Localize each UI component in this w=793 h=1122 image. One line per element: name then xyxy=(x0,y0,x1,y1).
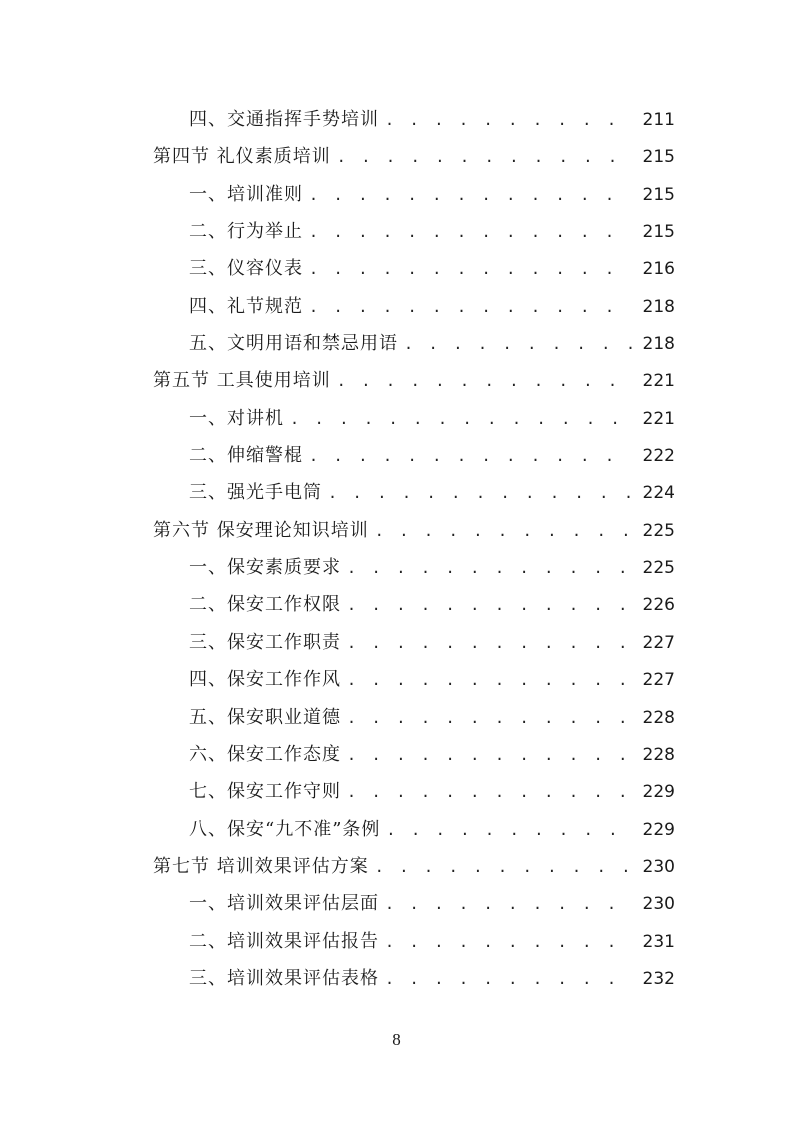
toc-dot-leader xyxy=(347,737,633,774)
toc-entry-page: 224 xyxy=(642,483,675,504)
toc-entry-title: 六、保安工作态度 xyxy=(189,743,341,765)
toc-dot-leader xyxy=(309,289,633,326)
toc-dot-leader xyxy=(309,251,633,288)
toc-subsection-entry xyxy=(153,250,675,287)
toc-subsection-entry xyxy=(153,811,675,848)
toc-entry-page: 228 xyxy=(642,744,675,765)
toc-dot-leader xyxy=(404,326,633,363)
toc-entry-page: 221 xyxy=(642,371,675,392)
toc-dot-leader xyxy=(309,214,633,251)
toc-dot-leader xyxy=(385,924,633,961)
toc-dot-leader xyxy=(386,812,633,849)
toc-entry-title: 三、保安工作职责 xyxy=(189,631,341,653)
toc-entry-page: 229 xyxy=(642,819,675,840)
toc-entry-title: 四、保安工作作风 xyxy=(189,669,341,691)
toc-entry-title: 一、培训准则 xyxy=(189,183,303,205)
toc-dot-leader xyxy=(347,662,633,699)
toc-entry-page: 218 xyxy=(642,296,675,317)
toc-subsection-entry xyxy=(153,213,675,250)
toc-entry-page: 228 xyxy=(642,707,675,728)
toc-entry-page: 230 xyxy=(642,856,675,877)
toc-dot-leader xyxy=(309,438,633,475)
toc-entry-title: 五、保安职业道德 xyxy=(189,706,341,728)
toc-subsection-entry xyxy=(153,325,675,362)
toc-entry-title: 三、仪容仪表 xyxy=(189,258,303,280)
toc-entry-title: 第四节 礼仪素质培训 xyxy=(153,146,331,168)
toc-section-entry xyxy=(153,362,675,399)
page-number: 8 xyxy=(392,1030,401,1049)
toc-entry-page: 232 xyxy=(642,968,675,989)
toc-dot-leader xyxy=(375,513,633,550)
toc-dot-leader xyxy=(290,401,633,438)
toc-entry-page: 222 xyxy=(642,446,675,467)
toc-entry-title: 五、文明用语和禁忌用语 xyxy=(189,333,398,355)
toc-dot-leader xyxy=(347,550,633,587)
toc-entry-page: 226 xyxy=(642,595,675,616)
toc-entry-title: 二、培训效果评估报告 xyxy=(189,930,379,952)
toc-entry-title: 二、保安工作权限 xyxy=(189,594,341,616)
toc-entry-page: 215 xyxy=(642,147,675,168)
toc-entry-page: 218 xyxy=(642,334,675,355)
toc-subsection-entry xyxy=(153,661,675,698)
toc-entry-page: 211 xyxy=(642,110,675,130)
toc-subsection-entry xyxy=(153,586,675,623)
toc-entry-title: 三、培训效果评估表格 xyxy=(189,967,379,989)
toc-entry-title: 八、保安“九不准”条例 xyxy=(189,818,381,840)
toc-dot-leader xyxy=(309,177,633,214)
toc-subsection-entry xyxy=(153,923,675,960)
toc-entry-title: 一、培训效果评估层面 xyxy=(189,893,379,915)
toc-entry-page: 227 xyxy=(642,632,675,653)
toc-entry-page: 230 xyxy=(642,894,675,915)
toc-dot-leader xyxy=(375,849,633,886)
toc-entry-title: 第五节 工具使用培训 xyxy=(153,370,331,392)
toc-subsection-entry xyxy=(153,288,675,325)
toc-section-entry xyxy=(153,512,675,549)
toc-entry-page: 231 xyxy=(642,931,675,952)
toc-entry-page: 215 xyxy=(642,222,675,243)
toc-entry-title: 第七节 培训效果评估方案 xyxy=(153,855,369,877)
toc-subsection-entry xyxy=(153,699,675,736)
toc-dot-leader xyxy=(337,363,633,400)
toc-entry-page: 227 xyxy=(642,670,675,691)
toc-entry-title: 七、保安工作守则 xyxy=(189,781,341,803)
toc-entry-title: 一、保安素质要求 xyxy=(189,557,341,579)
toc-section-entry xyxy=(153,848,675,885)
toc-subsection-entry xyxy=(153,101,675,138)
toc-entry-page: 225 xyxy=(642,520,675,541)
toc-dot-leader xyxy=(347,774,633,811)
toc-entry-page: 215 xyxy=(642,184,675,205)
toc-entry-title: 第六节 保安理论知识培训 xyxy=(153,519,369,541)
toc-dot-leader xyxy=(385,886,633,923)
toc-dot-leader xyxy=(337,139,633,176)
toc-subsection-entry xyxy=(153,885,675,922)
toc-entry-title: 一、对讲机 xyxy=(189,407,284,429)
toc-entry-page: 221 xyxy=(642,408,675,429)
toc-subsection-entry xyxy=(153,773,675,810)
toc-subsection-entry xyxy=(153,960,675,997)
toc-dot-leader xyxy=(347,625,633,662)
toc-entry-title: 二、行为举止 xyxy=(189,221,303,243)
toc-entry-title: 二、伸缩警棍 xyxy=(189,445,303,467)
toc-subsection-entry xyxy=(153,474,675,511)
toc-entry-title: 四、礼节规范 xyxy=(189,295,303,317)
toc-subsection-entry xyxy=(153,549,675,586)
toc-subsection-entry xyxy=(153,176,675,213)
toc-entry-page: 216 xyxy=(642,259,675,280)
toc-subsection-entry xyxy=(153,624,675,661)
toc-section-entry xyxy=(153,138,675,175)
toc-subsection-entry xyxy=(153,437,675,474)
toc-entry-page: 225 xyxy=(642,558,675,579)
toc-subsection-entry xyxy=(153,736,675,773)
toc-entry-page: 229 xyxy=(642,782,675,803)
toc-entry-title: 四、交通指挥手势培训 xyxy=(189,109,379,130)
toc-dot-leader xyxy=(347,700,633,737)
toc-entry-title: 三、强光手电筒 xyxy=(189,482,322,504)
toc-dot-leader xyxy=(385,961,633,998)
toc-dot-leader xyxy=(328,475,633,512)
toc-dot-leader xyxy=(347,587,633,624)
toc-dot-leader xyxy=(385,102,633,139)
toc-subsection-entry xyxy=(153,400,675,437)
table-of-contents xyxy=(153,101,675,997)
